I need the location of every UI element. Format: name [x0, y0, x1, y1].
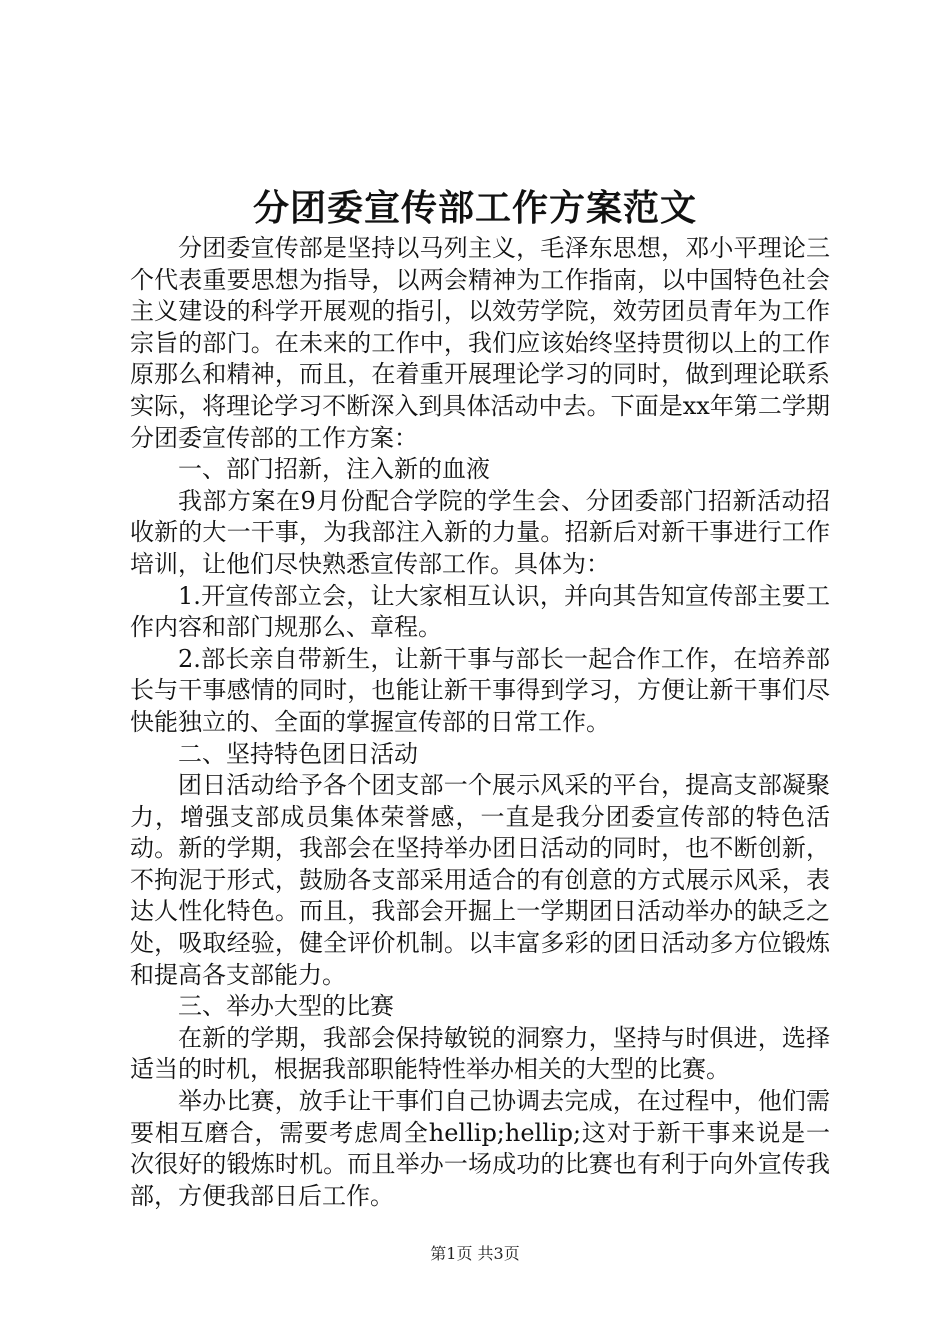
- competition-paragraph-2: 举办比赛，放手让干事们自己协调去完成，在过程中，他们需要相互磨合，需要考虑周全hellip;hellip;这对于新干事来说是一次很好的锻炼时机。而且举办一场成功的比赛也有利于向外宣传我部，方便我部日后工作。: [130, 1087, 830, 1210]
- section-heading-competition: 三、举办大型的比赛: [178, 992, 394, 1021]
- section-heading-recruitment: 一、部门招新，注入新的血液: [178, 455, 490, 484]
- section-heading-league-day: 二、坚持特色团日活动: [178, 739, 418, 768]
- league-day-paragraph: 团日活动给予各个团支部一个展示风采的平台，提高支部凝聚力，增强支部成员集体荣誉感，一直是我分团委宣传部的特色活动。新的学期，我部会在坚持举办团日活动的同时，也不断创新，不拘泥于形式，鼓励各支部采用适合的有创意的方式展示风采，表达人性化特色。而且，我部会开掘上一学期团日活动举办的缺乏之处，吸取经验，健全评价机制。以丰富多彩的团日活动多方位锻炼和提高各支部能力。: [130, 771, 830, 989]
- recruitment-paragraph: 我部方案在9月份配合学院的学生会、分团委部门招新活动招收新的大一干事，为我部注入新的力量。招新后对新干事进行工作培训，让他们尽快熟悉宣传部工作。具体为：: [130, 486, 830, 578]
- document-title: 分团委宣传部工作方案范文: [252, 187, 697, 229]
- document-body: [130, 233, 830, 1212]
- intro-paragraph: 分团委宣传部是坚持以马列主义，毛泽东思想，邓小平理论三个代表重要思想为指导，以两会精神为工作指南，以中国特色社会主义建设的科学开展观的指引，以效劳学院，效劳团员青年为工作宗旨的部门。在未来的工作中，我们应该始终坚持贯彻以上的工作原那么和精神，而且，在着重开展理论学习的同时，做到理论联系实际，将理论学习不断深入到具体活动中去。下面是xx年第二学期分团委宣传部的工作方案：: [130, 234, 830, 452]
- recruitment-item-2: 2.部长亲自带新生，让新干事与部长一起合作工作，在培养部长与干事感情的同时，也能让新干事得到学习，方便让新干事们尽快能独立的、全面的掌握宣传部的日常工作。: [130, 644, 830, 736]
- competition-paragraph-1: 在新的学期，我部会保持敏锐的洞察力，坚持与时俱进，选择适当的时机，根据我部职能特性举办相关的大型的比赛。: [130, 1023, 830, 1084]
- page-number-footer: 第1页 共3页: [430, 1244, 520, 1263]
- recruitment-item-1: 1.开宣传部立会，让大家相互认识，并向其告知宣传部主要工作内容和部门规那么、章程。: [130, 581, 830, 642]
